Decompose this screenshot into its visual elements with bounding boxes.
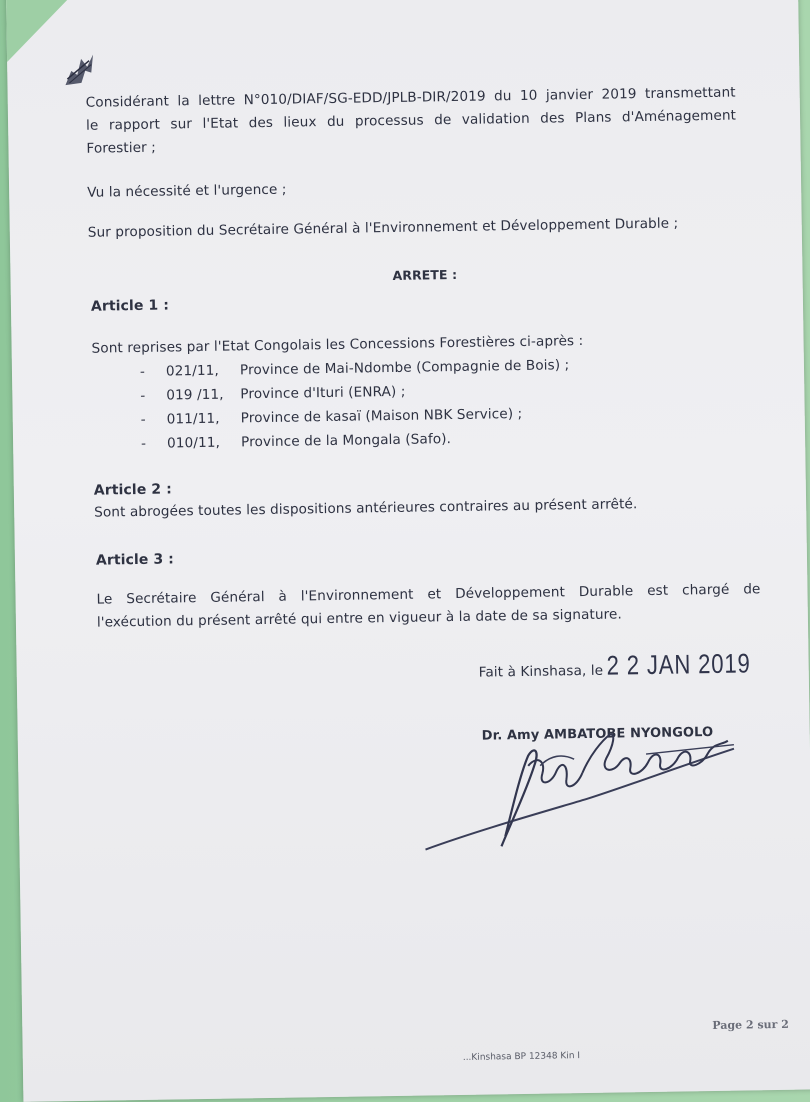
- necessity-clause: Vu la nécessité et l'urgence ;: [87, 181, 287, 201]
- list-bullet: -: [140, 411, 146, 428]
- concession-province: Province de Mai-Ndombe (Compagnie de Bois) ;: [239, 357, 570, 379]
- concession-ref: 021/11,: [165, 362, 219, 380]
- preamble-line-2: le rapport sur l'Etat des lieux du processus de validation des Plans d'Aménagement: [85, 107, 737, 134]
- arrete-heading: ARRETE :: [392, 266, 458, 283]
- handwritten-signature: [416, 722, 748, 867]
- article-3-line-1: Le Secrétaire Général à l'Environnement et Développement Durable est chargé de: [96, 581, 761, 608]
- signature-date: 2 2 JAN 2019: [606, 648, 751, 681]
- concession-ref: 019 /11,: [166, 386, 224, 404]
- concession-ref: 011/11,: [166, 410, 220, 428]
- article-1-title: Article 1 :: [90, 297, 170, 315]
- list-bullet: -: [140, 387, 146, 404]
- concession-province: Province d'Ituri (ENRA) ;: [240, 383, 406, 403]
- concession-ref: 010/11,: [166, 434, 221, 452]
- list-bullet: -: [140, 435, 147, 452]
- article-2-text: Sont abrogées toutes les dispositions antérieures contraires au présent arrêté.: [94, 496, 638, 521]
- page-footer: ...Kinshasa BP 12348 Kin I: [462, 1051, 581, 1063]
- proposal-clause: Sur proposition du Secrétaire Général à l'Environnement et Développement Durable ;: [87, 215, 679, 241]
- preamble-line-3: Forestier ;: [86, 139, 157, 157]
- article-1-intro: Sont reprises par l'Etat Congolais les Concessions Forestières ci-après :: [91, 332, 584, 357]
- emblem-icon: [59, 49, 100, 90]
- concession-province: Province de kasaï (Maison NBK Service) ;: [240, 405, 523, 427]
- article-3-title: Article 3 :: [95, 551, 175, 569]
- page-number: Page 2 sur 2: [712, 1017, 789, 1033]
- article-3-line-2: l'exécution du présent arrêté qui entre en vigueur à la date de sa signature.: [96, 606, 623, 631]
- signatory-name: Dr. Amy AMBATOBE NYONGOLO: [481, 724, 714, 744]
- concession-province: Province de la Mongala (Safo).: [240, 431, 452, 451]
- article-2-title: Article 2 :: [93, 481, 172, 499]
- preamble-line-1: Considérant la lettre N°010/DIAF/SG-EDD/JPLB-DIR/2019 du 10 janvier 2019 transmettant: [85, 84, 736, 111]
- place-date-prefix: Fait à Kinshasa, le: [478, 662, 604, 681]
- document-page: [6, 0, 810, 1102]
- list-bullet: -: [139, 363, 146, 380]
